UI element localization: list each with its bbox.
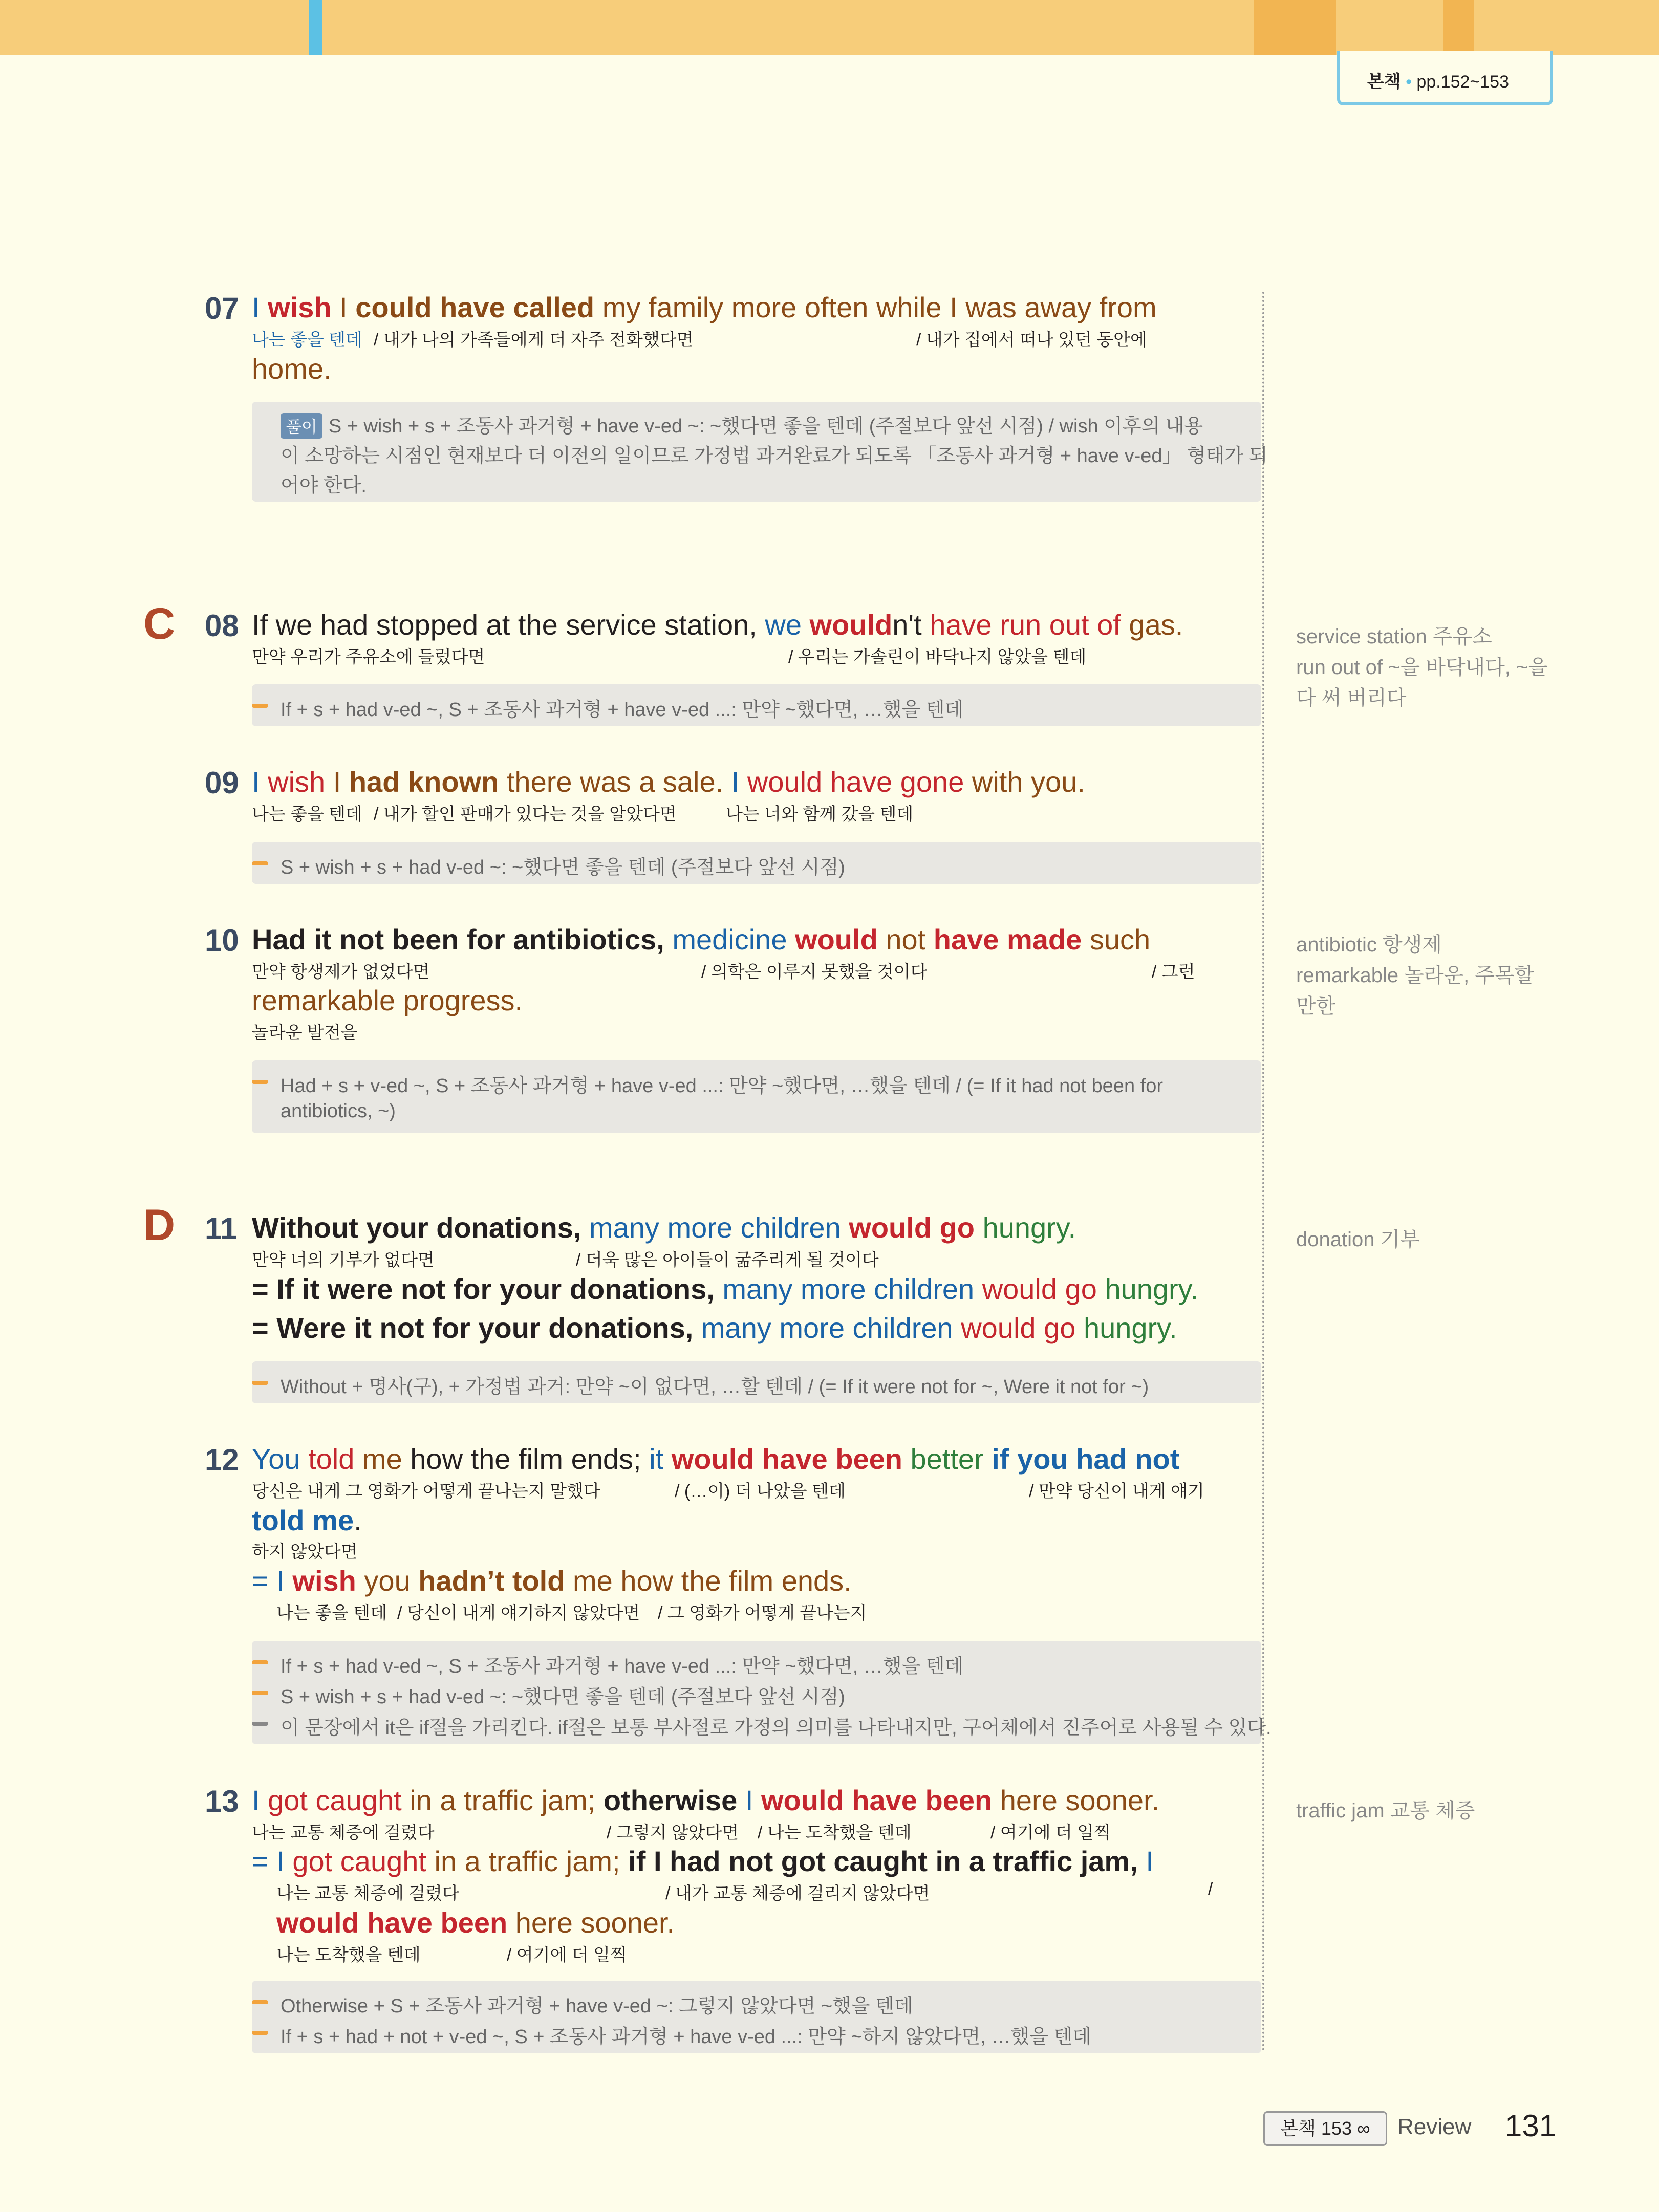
translation: 나는 좋을 텐데 bbox=[252, 805, 362, 824]
translation: / (…이) 더 나았을 텐데 bbox=[675, 1482, 846, 1501]
sentence-continued: remarkable progress. bbox=[252, 984, 523, 1016]
note-text: S + wish + s + had v-ed ~: ~했다면 좋을 텐데 (주절보다 앞선 시점) bbox=[281, 857, 845, 878]
note-text: antibiotics, ~) bbox=[281, 1100, 396, 1122]
item-number: 13 bbox=[205, 1784, 239, 1818]
sentence: Without your donations, many more children would go hungry. bbox=[252, 1211, 1076, 1244]
translation: / 여기에 더 일찍 bbox=[990, 1823, 1111, 1842]
translation: / 내가 교통 체증에 걸리지 않았다면 bbox=[665, 1884, 930, 1903]
equivalent-sentence: = Were it not for your donations, many more children would go hungry. bbox=[252, 1312, 1177, 1344]
glossary-entry: service station 주유소 bbox=[1296, 625, 1492, 648]
translation: / 그런 bbox=[1152, 962, 1195, 982]
note-text: Without + 명사(구), + 가정법 과거: 만약 ~이 없다면, …할 텐데 / (= If it were not for ~, Were it not for ~) bbox=[281, 1376, 1149, 1398]
banner-stripe bbox=[1443, 0, 1474, 55]
note-badge: 풀이 bbox=[281, 413, 322, 439]
translation: / 만약 당신이 내게 얘기 bbox=[1029, 1482, 1204, 1501]
note-text: S + wish + s + 조동사 과거형 + have v-ed ~: ~했다면 좋을 텐데 (주절보다 앞선 시점) / wish 이후의 내용 bbox=[328, 416, 1203, 437]
item-number: 11 bbox=[205, 1211, 238, 1246]
equivalent-sentence: = If it were not for your donations, many more children would go hungry. bbox=[252, 1273, 1199, 1305]
translation: 나는 너와 함께 갔을 텐데 bbox=[726, 805, 914, 824]
book-reference: 본책 153 ∞ bbox=[1263, 2111, 1387, 2146]
sentence-continued: home. bbox=[252, 353, 332, 385]
translation: 나는 좋을 텐데 bbox=[252, 330, 362, 350]
note-text: S + wish + s + had v-ed ~: ~했다면 좋을 텐데 (주절보다 앞선 시점) bbox=[281, 1686, 845, 1708]
link-icon: ∞ bbox=[1356, 2118, 1370, 2139]
translation: 나는 좋을 텐데 bbox=[276, 1603, 387, 1623]
translation: / 당신이 내게 얘기하지 않았다면 bbox=[397, 1603, 640, 1623]
item-number: 07 bbox=[205, 291, 239, 326]
translation: 나는 교통 체증에 걸렸다 bbox=[276, 1884, 459, 1903]
note-text: 어야 한다. bbox=[281, 475, 367, 496]
sentence: If we had stopped at the service station, we wouldn't have run out of gas. bbox=[252, 609, 1183, 641]
translation: 나는 교통 체증에 걸렸다 bbox=[252, 1823, 435, 1842]
note-box bbox=[252, 684, 1261, 726]
glossary-entry: run out of ~을 바닥내다, ~을 bbox=[1296, 656, 1548, 679]
review-label: Review bbox=[1397, 2114, 1472, 2139]
glossary-entry: donation 기부 bbox=[1296, 1228, 1420, 1251]
translation: / 그 영화가 어떻게 끝나는지 bbox=[658, 1603, 867, 1623]
equivalent-sentence: = I got caught in a traffic jam; if I had not got caught in a traffic jam, I bbox=[252, 1845, 1154, 1877]
glossary-entry: 만한 bbox=[1296, 995, 1336, 1017]
item-number: 08 bbox=[205, 609, 239, 643]
translation: 당신은 내게 그 영화가 어떻게 끝나는지 말했다 bbox=[252, 1482, 600, 1501]
note-text: If + s + had + not + v-ed ~, S + 조동사 과거형 + have v-ed ...: 만약 ~하지 않았다면, …했을 텐데 bbox=[281, 2026, 1091, 2048]
note-text: Otherwise + S + 조동사 과거형 + have v-ed ~: 그렇지 않았다면 ~했을 텐데 bbox=[281, 1996, 913, 2017]
translation: / 내가 집에서 떠나 있던 동안에 bbox=[916, 330, 1147, 350]
banner-stripe bbox=[1254, 0, 1336, 55]
section-label: D bbox=[143, 1201, 176, 1250]
translation: / 더욱 많은 아이들이 굶주리게 될 것이다 bbox=[576, 1250, 879, 1270]
page-number: 131 bbox=[1505, 2109, 1557, 2143]
sentence: You told me how the film ends; it would have been better if you had not bbox=[252, 1443, 1180, 1475]
translation: / 우리는 가솔린이 바닥나지 않았을 텐데 bbox=[788, 647, 1087, 667]
note-box bbox=[252, 1641, 1272, 1744]
note-box bbox=[252, 1981, 1261, 2053]
note-box bbox=[252, 1361, 1261, 1403]
glossary-entry: remarkable 놀라운, 주목할 bbox=[1296, 964, 1535, 987]
translation: / 내가 나의 가족들에게 더 자주 전화했다면 bbox=[374, 330, 694, 350]
section-label: C bbox=[143, 599, 176, 648]
translation: / 여기에 더 일찍 bbox=[507, 1945, 627, 1965]
sentence-continued: would have been here sooner. bbox=[276, 1906, 675, 1939]
glossary bbox=[1296, 1795, 1475, 1826]
translation: 만약 항생제가 없었다면 bbox=[252, 962, 430, 982]
translation: / 의학은 이루지 못했을 것이다 bbox=[701, 962, 928, 982]
translation: 만약 우리가 주유소에 들렀다면 bbox=[252, 647, 485, 667]
glossary-entry: 다 써 버리다 bbox=[1296, 687, 1407, 709]
glossary bbox=[1296, 1224, 1420, 1255]
sentence-continued: told me. bbox=[252, 1504, 362, 1536]
note-text: 이 소망하는 시점인 현재보다 더 이전의 일이므로 가정법 과거완료가 되도록 「조동사 과거형 + have v-ed」 형태가 되 bbox=[281, 445, 1268, 467]
translation: / 내가 할인 판매가 있다는 것을 알았다면 bbox=[374, 805, 677, 824]
note-text: Had + s + v-ed ~, S + 조동사 과거형 + have v-ed ...: 만약 ~했다면, …했을 텐데 / (= If it had not been for bbox=[281, 1075, 1163, 1097]
glossary bbox=[1296, 621, 1548, 713]
translation: / 나는 도착했을 텐데 bbox=[758, 1823, 912, 1842]
translation: 나는 도착했을 텐데 bbox=[276, 1945, 421, 1965]
sentence: I got caught in a traffic jam; otherwise I would have been here sooner. bbox=[252, 1784, 1160, 1816]
glossary-entry: antibiotic 항생제 bbox=[1296, 934, 1442, 956]
note-text: 이 문장에서 it은 if절을 가리킨다. if절은 보통 부사절로 가정의 의미를 나타내지만, 구어체에서 진주어로 사용될 수 있다. bbox=[281, 1717, 1272, 1739]
tab-label: 본책 bbox=[1367, 72, 1401, 92]
sentence: I wish I could have called my family more often while I was away from bbox=[252, 291, 1157, 323]
item-number: 09 bbox=[205, 766, 239, 800]
translation: 하지 않았다면 bbox=[252, 1542, 358, 1562]
page-reference-tab: 본책 • pp.152~153 bbox=[1337, 51, 1553, 105]
note-text: If + s + had v-ed ~, S + 조동사 과거형 + have v-ed ...: 만약 ~했다면, …했을 텐데 bbox=[281, 1656, 964, 1677]
margin-divider bbox=[1262, 292, 1264, 2052]
top-banner bbox=[0, 0, 1659, 55]
item-number: 12 bbox=[205, 1443, 239, 1477]
item-number: 10 bbox=[205, 923, 239, 958]
glossary bbox=[1296, 929, 1534, 1022]
translation: / bbox=[1208, 1879, 1213, 1899]
sentence: I wish I had known there was a sale. I would have gone with you. bbox=[252, 766, 1085, 798]
translation: / 그렇지 않았다면 bbox=[607, 1823, 739, 1842]
tab-pages: pp.152~153 bbox=[1416, 72, 1509, 92]
equivalent-sentence: = I wish you hadn’t told me how the film ends. bbox=[252, 1565, 852, 1597]
note-box bbox=[252, 842, 1261, 884]
note-box bbox=[252, 402, 1268, 502]
note-box bbox=[252, 1060, 1261, 1133]
translation: 만약 너의 기부가 없다면 bbox=[252, 1250, 435, 1270]
banner-accent bbox=[309, 0, 322, 55]
note-text: If + s + had v-ed ~, S + 조동사 과거형 + have v-ed ...: 만약 ~했다면, …했을 텐데 bbox=[281, 699, 964, 721]
sentence: Had it not been for antibiotics, medicine would not have made such bbox=[252, 923, 1151, 956]
glossary-entry: traffic jam 교통 체증 bbox=[1296, 1799, 1475, 1822]
translation: 놀라운 발전을 bbox=[252, 1023, 358, 1043]
